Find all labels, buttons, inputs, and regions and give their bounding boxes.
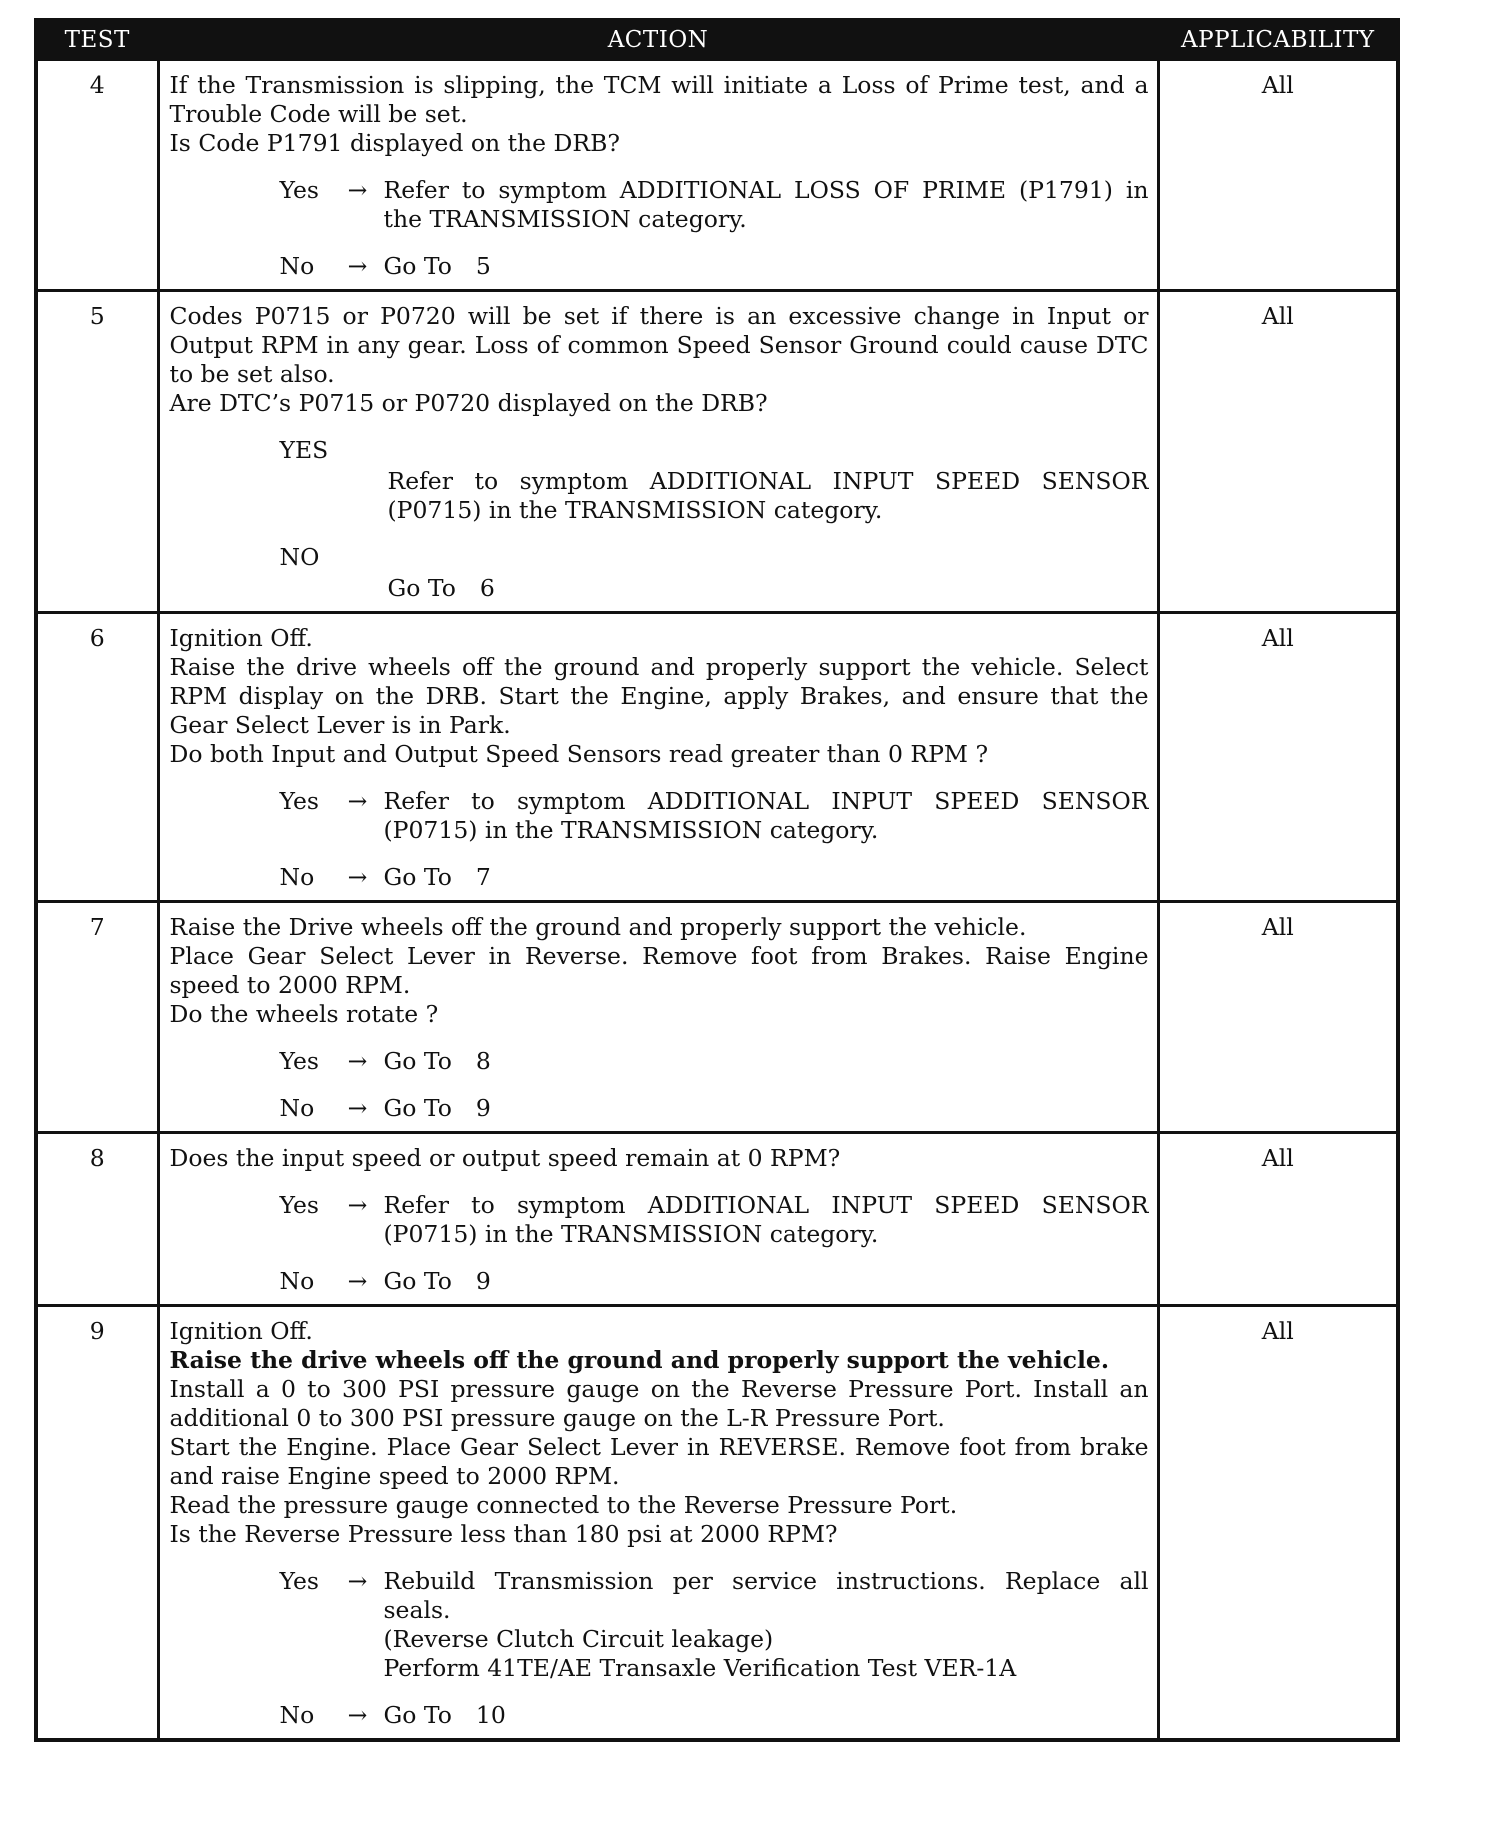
arrow-right-icon: →	[347, 1047, 368, 1075]
arrow-right-icon: →	[347, 176, 368, 204]
table-body	[36, 60, 1398, 1741]
test-number: 9	[36, 1306, 158, 1741]
action-cell	[158, 1133, 1158, 1306]
header-test: TEST	[36, 20, 158, 60]
test-number: 5	[36, 291, 158, 613]
goto-step-number: 10	[475, 1701, 506, 1729]
test-instructions	[170, 71, 1149, 158]
table-row	[36, 291, 1398, 613]
applicability: All	[1158, 613, 1398, 902]
response-text: Refer to symptom ADDITIONAL INPUT SPEED SENSOR (P0715) in the TRANSMISSION category.	[383, 787, 1149, 844]
goto-label: Go To	[383, 1094, 452, 1122]
arrow-right-icon: →	[347, 252, 368, 280]
table-header-row	[36, 20, 1398, 60]
action-cell	[158, 902, 1158, 1133]
goto-step	[384, 1047, 1149, 1076]
instruction-line: If the Transmission is slipping, the TCM will initiate a Loss of Prime test, and a Trouble Code will be set.	[169, 71, 1149, 128]
goto-step	[384, 252, 1149, 281]
instruction-line: Codes P0715 or P0720 will be set if there is an excessive change in Input or Output RPM in any gear. Loss of common Speed Sensor Ground could cause DTC to be set also.	[169, 302, 1149, 388]
response-label: No	[279, 863, 315, 891]
diagnostic-test-table	[34, 18, 1400, 1742]
goto-step-number: 5	[475, 252, 491, 280]
instruction-line: Place Gear Select Lever in Reverse. Remove foot from Brakes. Raise Engine speed to 2000 RPM.	[169, 942, 1149, 999]
table-row	[36, 1133, 1398, 1306]
response-label: NO	[279, 543, 320, 571]
table-row	[36, 613, 1398, 902]
response-no	[280, 543, 1149, 603]
response-label: No	[279, 1094, 315, 1122]
goto-label: Go To	[383, 252, 452, 280]
test-number: 6	[36, 613, 158, 902]
action-cell	[158, 613, 1158, 902]
response-label: Yes	[279, 787, 319, 815]
goto-step	[384, 1094, 1149, 1123]
action-cell	[158, 291, 1158, 613]
response-text-line: Rebuild Transmission per service instructions. Replace all seals.	[383, 1567, 1149, 1624]
response-label: No	[279, 1267, 315, 1295]
goto-step-number: 7	[475, 863, 491, 891]
response-label: Yes	[279, 1191, 319, 1219]
response-no	[280, 1701, 1149, 1730]
response-no	[280, 252, 1149, 281]
response-text	[384, 1567, 1149, 1683]
instruction-line: Is the Reverse Pressure less than 180 psi at 2000 RPM?	[169, 1520, 838, 1548]
arrow-right-icon: →	[347, 1267, 368, 1295]
goto-label: Go To	[387, 574, 456, 602]
goto-step-number: 8	[475, 1047, 491, 1075]
goto-step-number: 9	[475, 1267, 491, 1295]
response-no	[280, 1094, 1149, 1123]
instruction-line: Do both Input and Output Speed Sensors read greater than 0 RPM ?	[169, 740, 989, 768]
goto-step-number: 9	[475, 1094, 491, 1122]
goto-label: Go To	[383, 1047, 452, 1075]
applicability: All	[1158, 902, 1398, 1133]
test-instructions	[170, 913, 1149, 1029]
test-instructions	[170, 1317, 1149, 1549]
arrow-right-icon: →	[347, 787, 368, 815]
table-row	[36, 60, 1398, 291]
response-label: Yes	[279, 1567, 319, 1595]
response-yes	[280, 1047, 1149, 1076]
response-label: No	[279, 252, 315, 280]
applicability: All	[1158, 1306, 1398, 1741]
response-no	[280, 863, 1149, 892]
goto-label: Go To	[383, 863, 452, 891]
goto-label: Go To	[383, 1701, 452, 1729]
instruction-line: Ignition Off.	[169, 1317, 313, 1345]
goto-step-number: 6	[479, 574, 495, 602]
applicability: All	[1158, 1133, 1398, 1306]
response-yes	[280, 1191, 1149, 1249]
instruction-line: Install a 0 to 300 PSI pressure gauge on the Reverse Pressure Port. Install an additional 0 to 300 PSI pressure gauge on the L-R Pressure Port.	[169, 1375, 1149, 1432]
arrow-right-icon: →	[347, 1191, 368, 1219]
instruction-line: Raise the drive wheels off the ground and properly support the vehicle.	[169, 1346, 1110, 1374]
response-label: No	[279, 1701, 315, 1729]
goto-label: Go To	[383, 1267, 452, 1295]
instruction-line: Read the pressure gauge connected to the Reverse Pressure Port.	[169, 1491, 958, 1519]
instruction-line: Raise the drive wheels off the ground and properly support the vehicle. Select RPM display on the DRB. Start the Engine, apply Brakes, and ensure that the Gear Select Lever is in Park.	[169, 653, 1149, 739]
instruction-line: Are DTC’s P0715 or P0720 displayed on the DRB?	[169, 389, 768, 417]
test-instructions	[170, 1144, 1149, 1173]
table-row	[36, 902, 1398, 1133]
response-text: Refer to symptom ADDITIONAL LOSS OF PRIME (P1791) in the TRANSMISSION category.	[383, 176, 1149, 233]
response-label: Yes	[279, 1047, 319, 1075]
response-yes	[280, 176, 1149, 234]
arrow-right-icon: →	[347, 863, 368, 891]
action-cell	[158, 60, 1158, 291]
header-action: ACTION	[158, 20, 1158, 60]
test-number: 4	[36, 60, 158, 291]
goto-step	[388, 574, 1149, 603]
applicability: All	[1158, 60, 1398, 291]
instruction-line: Does the input speed or output speed remain at 0 RPM?	[169, 1144, 841, 1172]
response-label: Yes	[279, 176, 319, 204]
goto-step	[384, 1267, 1149, 1296]
instruction-line: Start the Engine. Place Gear Select Lever in REVERSE. Remove foot from brake and raise Engine speed to 2000 RPM.	[169, 1433, 1149, 1490]
response-text: Refer to symptom ADDITIONAL INPUT SPEED SENSOR (P0715) in the TRANSMISSION category.	[387, 467, 1149, 524]
response-text-line: Perform 41TE/AE Transaxle Verification Test VER-1A	[383, 1654, 1017, 1682]
test-instructions	[170, 624, 1149, 769]
test-instructions	[170, 302, 1149, 418]
response-yes	[280, 436, 1149, 525]
instruction-line: Ignition Off.	[169, 624, 313, 652]
table-row	[36, 1306, 1398, 1741]
response-yes	[280, 1567, 1149, 1683]
diagnostic-procedure-page	[34, 18, 1396, 1742]
test-number: 7	[36, 902, 158, 1133]
response-no	[280, 1267, 1149, 1296]
arrow-right-icon: →	[347, 1567, 368, 1595]
action-cell	[158, 1306, 1158, 1741]
response-yes	[280, 787, 1149, 845]
instruction-line: Raise the Drive wheels off the ground and properly support the vehicle.	[169, 913, 1027, 941]
arrow-right-icon: →	[347, 1094, 368, 1122]
instruction-line: Is Code P1791 displayed on the DRB?	[169, 129, 620, 157]
response-text-line: (Reverse Clutch Circuit leakage)	[383, 1625, 774, 1653]
header-applicability: APPLICABILITY	[1158, 20, 1398, 60]
response-label: YES	[279, 436, 329, 464]
arrow-right-icon: →	[347, 1701, 368, 1729]
test-number: 8	[36, 1133, 158, 1306]
response-text: Refer to symptom ADDITIONAL INPUT SPEED SENSOR (P0715) in the TRANSMISSION category.	[383, 1191, 1149, 1248]
applicability: All	[1158, 291, 1398, 613]
goto-step	[384, 863, 1149, 892]
instruction-line: Do the wheels rotate ?	[169, 1000, 439, 1028]
goto-step	[384, 1701, 1149, 1730]
